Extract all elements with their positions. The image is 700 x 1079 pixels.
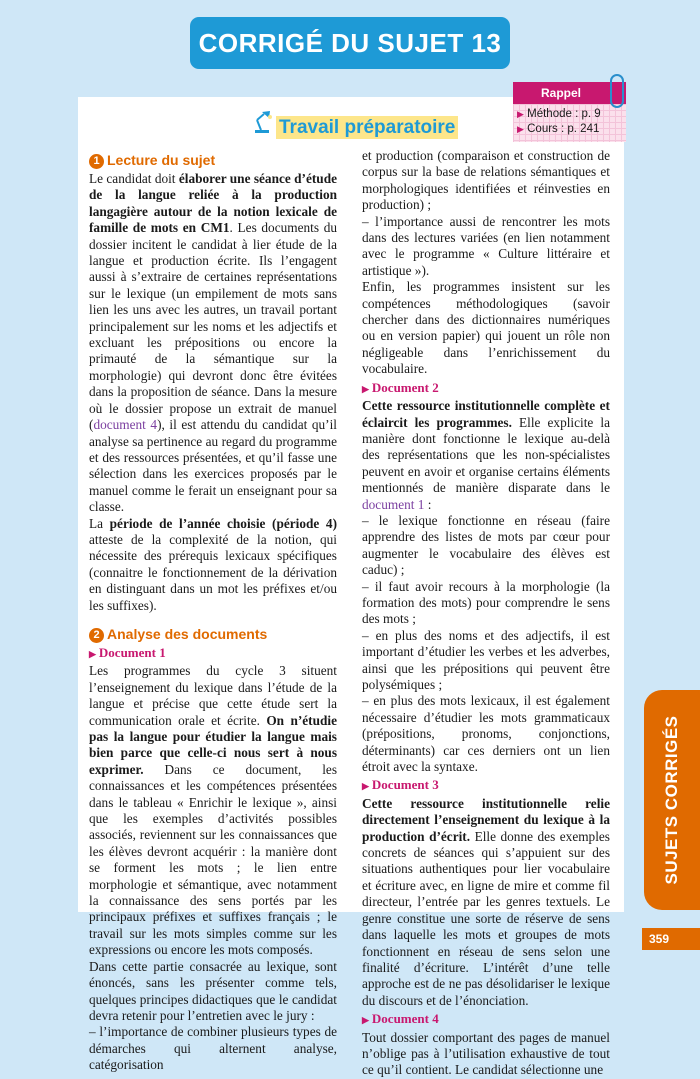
triangle-icon: ▶ xyxy=(517,124,524,134)
left-column xyxy=(89,148,337,1074)
document-link[interactable]: document 1 xyxy=(362,496,425,512)
paragraph: – il faut avoir recours à la morphologie (la formation des mots) pour comprendre le sens des mots ; xyxy=(362,578,610,627)
paragraph: – l’importance de combiner plusieurs types de démarches qui alternent analyse, catégorisation xyxy=(89,1024,337,1073)
paragraph: Les programmes du cycle 3 situent l’enseignement du lexique dans l’étude de la langue et précise que cette étude sert la communication orale et écrite. On n’étudie pas la langue pour étudier la langue mais bien parce que celle-ci nous sert à nous exprimer. Dans ce document, les connaissances et les compétences présentées dans le tableau « Enrichir le lexique », ainsi que les exemples d’activités possibles associés, reviennent sur les connaissances que les élèves devront acquérir : la manière dont se forment les mots ; le lien entre morphologie et sémantique, avec notamment la connaissance des sens portés par les principaux préfixes et suffixes français ; le travail sur les mots simples comme sur les expressions ou encore les mots composés. xyxy=(89,663,338,958)
paragraph: Tout dossier comportant des pages de manuel n’oblige pas à l’utilisation exhaustive de tout ce qu’il contient. Le candidat sélectionne une xyxy=(362,1029,610,1078)
number-badge: 2 xyxy=(89,628,104,643)
paragraph: Cette ressource institutionnelle complète et éclaircit les programmes. Elle explicite la manière dont fonctionne le lexique au-delà des représentations que les non-spécialistes peuvent en avoir et organise certains éléments mentionnés de manière disparate dans le document 1 : xyxy=(362,398,610,512)
paperclip-icon xyxy=(610,74,624,108)
paragraph: – en plus des mots lexicaux, il est également nécessaire d’étudier les mots grammaticaux (prépositions, pronoms, conjonctions, déterminants) car ces derniers ont un lien étroit avec la syntaxe. xyxy=(362,693,610,775)
triangle-icon: ▶ xyxy=(362,383,369,394)
rappel-body xyxy=(513,104,626,142)
side-tab: SUJETS CORRIGÉS xyxy=(644,690,700,910)
paragraph: – en plus des noms et des adjectifs, il est important d’étudier les verbes et les adverbes, ainsi que les prépositions qui peuvent être polysémiques ; xyxy=(362,627,610,692)
page-number: 359 xyxy=(642,928,700,950)
rappel-methode: Méthode : p. 9 xyxy=(527,108,601,120)
section-2-title: 2 Analyse des documents xyxy=(89,626,337,643)
document-link[interactable]: document 4 xyxy=(93,417,158,433)
paragraph: Dans cette partie consacrée au lexique, sont énoncés, sans les présenter comme tels, quelques principes didactiques que le candidat devra retenir pour l’entretien avec le jury : xyxy=(89,958,337,1023)
rappel-title: Rappel xyxy=(513,82,626,104)
paragraph: – le lexique fonctionne en réseau (faire apprendre des listes de mots par cœur pour augmenter le vocabulaire des élèves est caduc) ; xyxy=(362,512,610,578)
paragraph: et production (comparaison et construction de corpus sur la base de relations sémantiques et morphologiques identifiées et réinvesties en production) ; xyxy=(362,148,610,213)
section-1-title: 1 Lecture du sujet xyxy=(89,152,337,169)
triangle-icon: ▶ xyxy=(89,648,96,659)
page-banner: CORRIGÉ DU SUJET 13 xyxy=(190,17,510,69)
rappel-cours: Cours : p. 241 xyxy=(527,123,600,135)
right-column xyxy=(362,148,610,1079)
document-2-heading: ▶ Document 2 xyxy=(362,379,439,395)
triangle-icon: ▶ xyxy=(362,1015,369,1026)
paragraph: La période de l’année choisie (période 4) atteste de la complexité de la notion, qui nécessite des prérequis lexicaux spécifiques (connaitre le fonctionnement de la dérivation en distinguant dans un mot les préfixes et/ou les suffixes). xyxy=(89,515,338,613)
paragraph: Cette ressource institutionnelle relie directement l’enseignement du lexique à la production d’écrit. Elle donne des exemples concrets de séances qui s’appuient sur des situations authentiques pour lier vocabulaire et écriture avec, en ligne de mire et comme fil directeur, l’entrée par les genres textuels. Le genre constitue une sorte de réserve de sens dans laquelle les mots et groupes de mots fonctionnent en réseau de sens selon une finalité d’écriture. L’intérêt d’une telle approche est de ne pas désolidariser le lexique du discours et de l’énonciation. xyxy=(362,795,610,1008)
triangle-icon: ▶ xyxy=(517,109,524,119)
section-heading: Travail préparatoire xyxy=(252,117,458,143)
document-4-heading: ▶ Document 4 xyxy=(362,1011,439,1027)
paragraph: Le candidat doit élaborer une séance d’étude de la langue reliée à la production langagière autour de la notion lexicale de famille de mots en CM1. Les documents du dossier incitent le candidat à lier étude de la langue et production écrite. Ils l’engagent aussi à s’extraire de certaines représentations sur le lexique (un empilement de mots sans lien les uns avec les autres, un travail portant principalement sur les noms et les adjectifs et excluant les prépositions ou encore la primauté de la sémantique sur la morphologie) qui devront donc être évitées dans la proposition de séance. Dans la mesure où le dossier propose un extrait de manuel (document 4), il est attendu du candidat qu’il analyse sa pertinence au regard du programme et des ressources présentées, et qu’il fasse une sélection dans les exercices proposés par le manuel comme le ferait un enseignant pour sa classe. xyxy=(89,171,337,515)
paragraph: Enfin, les programmes insistent sur les compétences méthodologiques (savoir chercher dans des dictionnaires numériques ou en version papier) qui jouent un rôle non négligeable dans l’enrichissement du vocabulaire. xyxy=(362,279,610,377)
number-badge: 1 xyxy=(89,154,104,169)
paragraph: – l’importance aussi de rencontrer les mots dans des lectures variées (en lien notamment avec le programme « Culture littéraire et artistique »). xyxy=(362,213,610,278)
triangle-icon: ▶ xyxy=(362,781,369,792)
document-1-heading: ▶ Document 1 xyxy=(89,644,166,660)
document-3-heading: ▶ Document 3 xyxy=(362,777,439,793)
